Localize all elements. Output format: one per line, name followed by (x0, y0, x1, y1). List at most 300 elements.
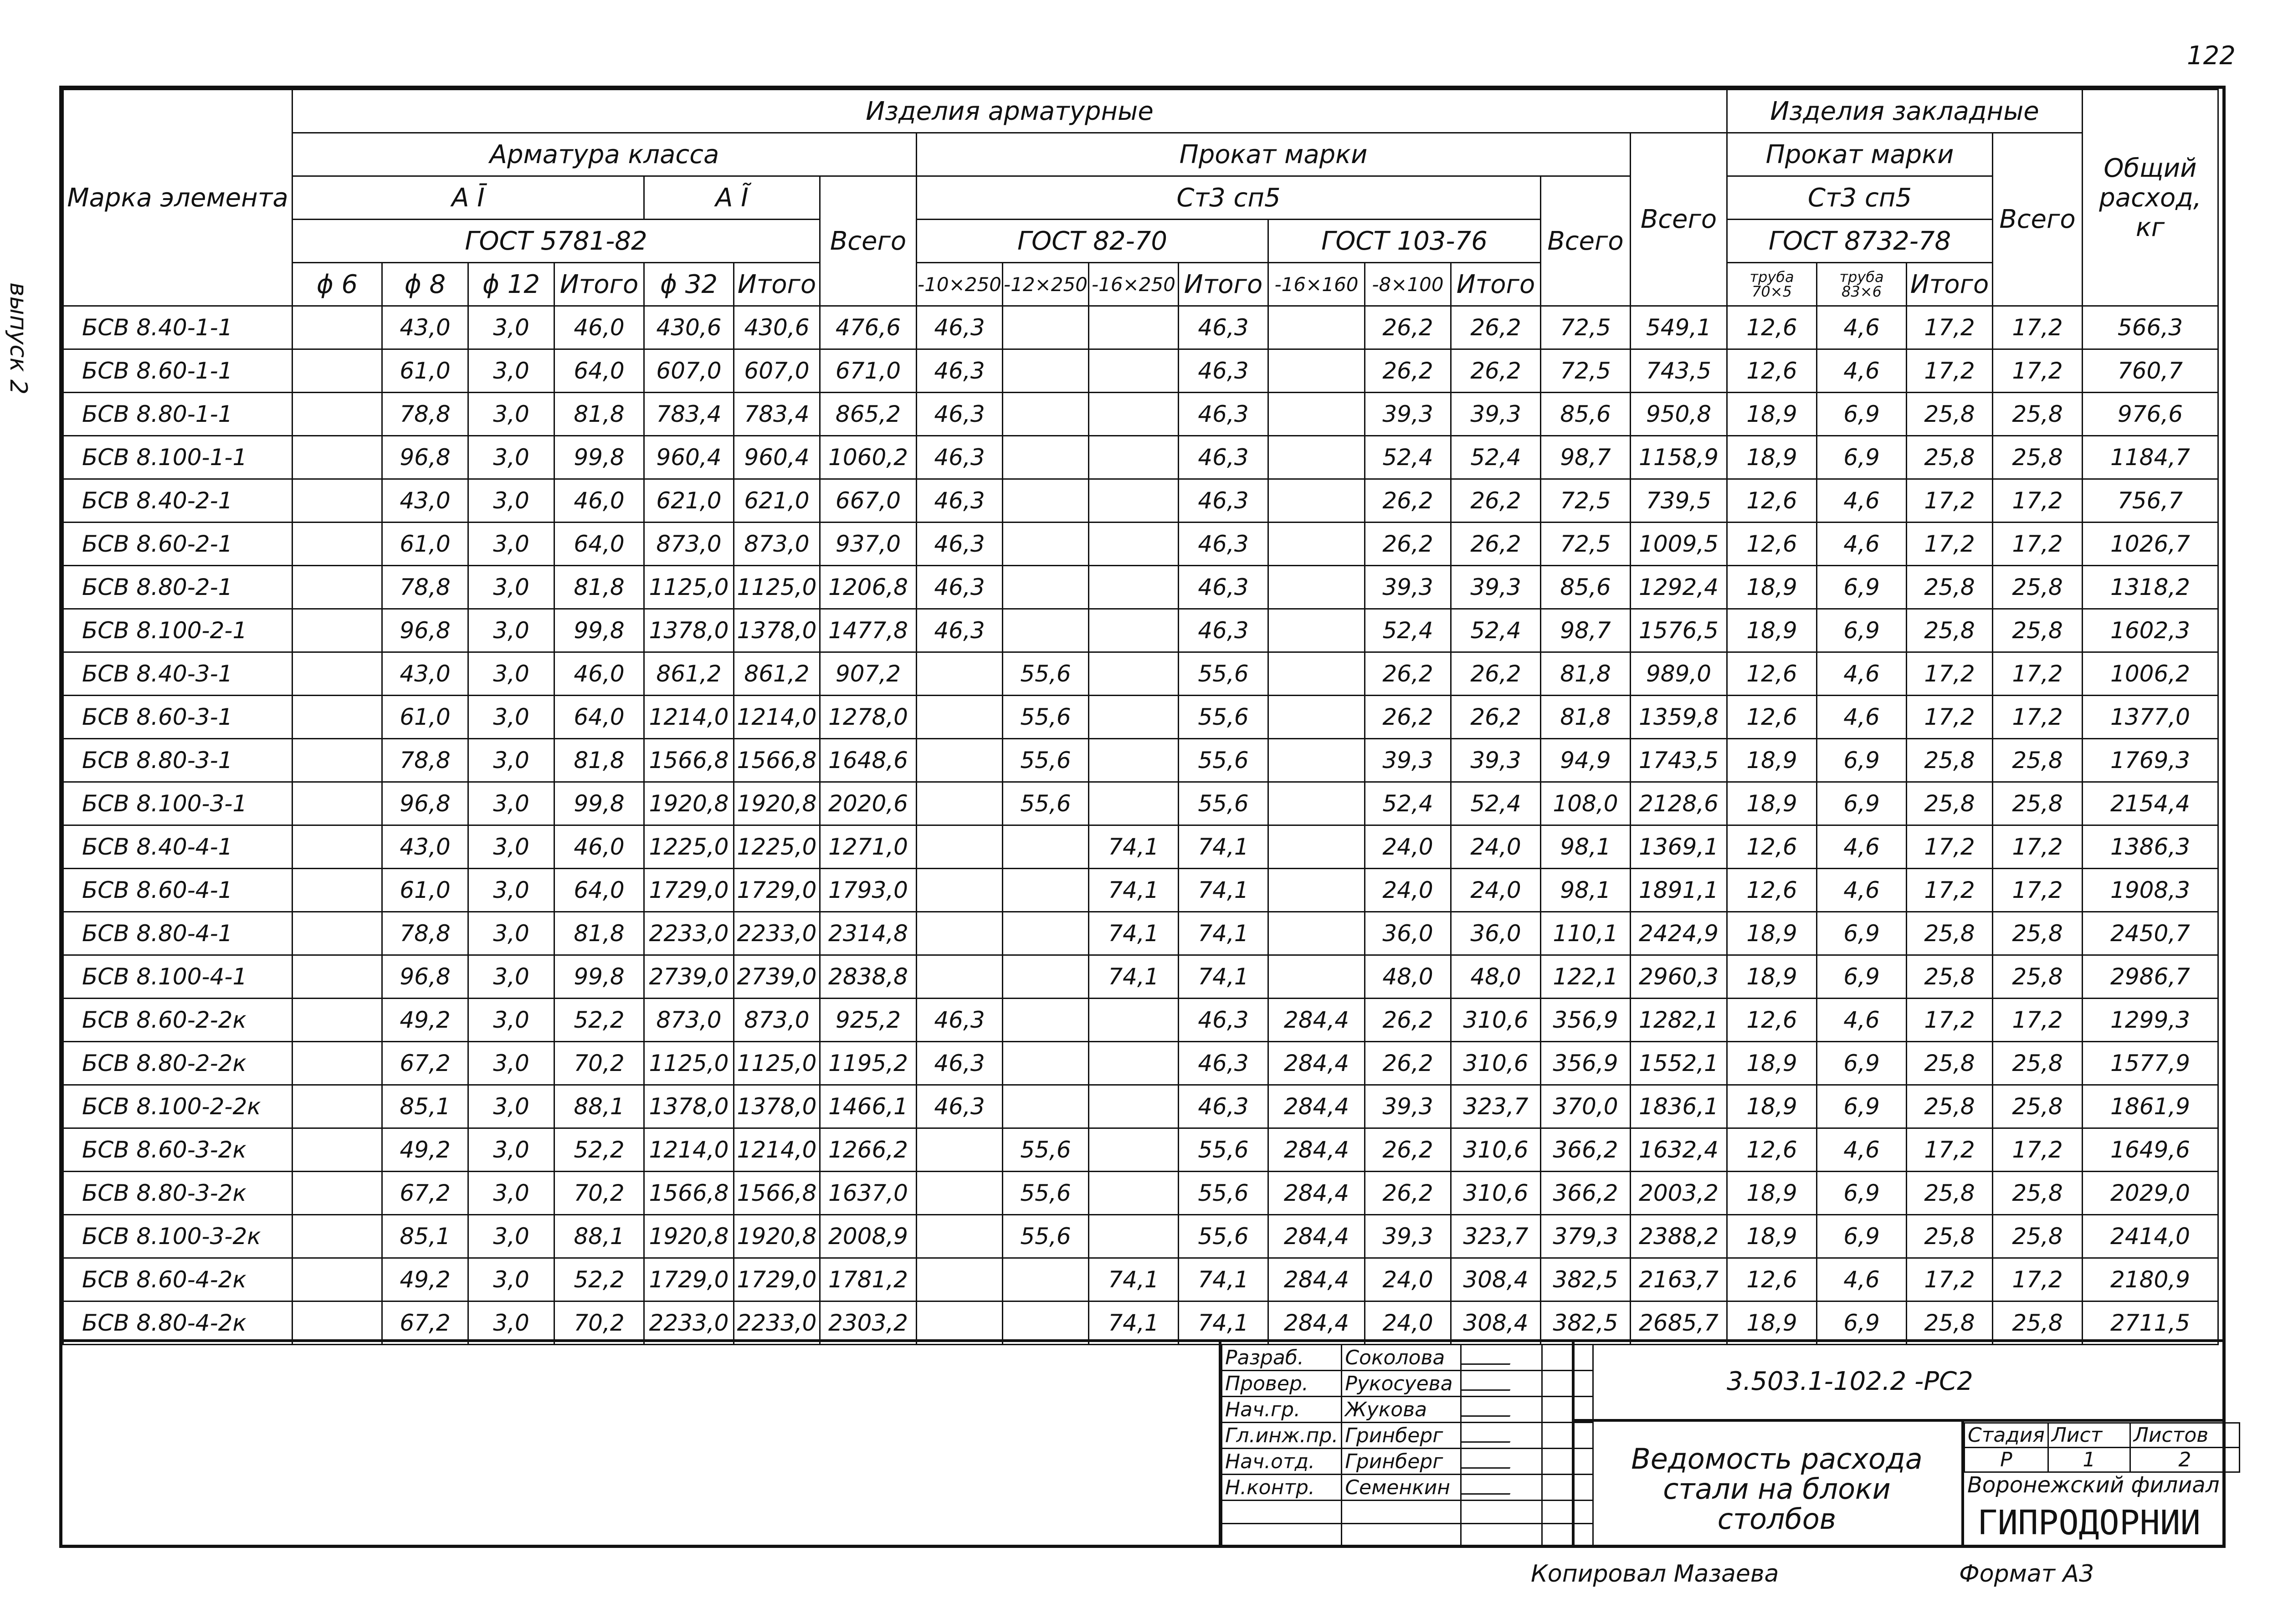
table-cell: 64,0 (554, 349, 644, 393)
table-cell: 960,4 (644, 436, 734, 479)
table-row (63, 696, 2218, 739)
table-cell: 72,5 (1541, 306, 1631, 349)
table-cell: 46,0 (554, 652, 644, 696)
table-cell (292, 609, 382, 652)
table-cell: 356,9 (1541, 999, 1631, 1042)
table-cell: 46,3 (917, 393, 1003, 436)
table-cell (1003, 1085, 1089, 1128)
table-cell: 2685,7 (1631, 1301, 1727, 1345)
table-cell: 667,0 (820, 479, 917, 523)
table-cell: 1377,0 (2083, 696, 2218, 739)
table-cell: 12,6 (1727, 306, 1817, 349)
table-cell: 1566,8 (734, 739, 820, 782)
table-cell: 26,2 (1451, 479, 1541, 523)
table-cell: 26,2 (1451, 306, 1541, 349)
table-cell: 46,3 (1179, 566, 1268, 609)
table-cell: 6,9 (1817, 955, 1907, 999)
table-cell: 1729,0 (644, 869, 734, 912)
role-label: Разраб. (1222, 1345, 1342, 1371)
table-cell: 18,9 (1727, 1042, 1817, 1085)
table-cell: 1125,0 (734, 566, 820, 609)
row-mark: БСВ 8.60-4-1 (63, 869, 292, 912)
table-row (63, 609, 2218, 652)
table-cell: 3,0 (468, 566, 554, 609)
table-cell (1003, 999, 1089, 1042)
table-cell (917, 1301, 1003, 1345)
table-row (63, 306, 2218, 349)
table-cell: 17,2 (1993, 523, 2083, 566)
table-cell: 1920,8 (734, 782, 820, 825)
table-cell: 989,0 (1631, 652, 1727, 696)
table-cell (1268, 652, 1365, 696)
table-cell: 46,3 (917, 609, 1003, 652)
table-cell (1268, 566, 1365, 609)
table-cell: 67,2 (382, 1301, 468, 1345)
table-cell: 25,8 (1907, 1085, 1993, 1128)
table-cell: 26,2 (1365, 696, 1451, 739)
table-cell: 72,5 (1541, 349, 1631, 393)
table-cell: 1225,0 (734, 825, 820, 869)
table-cell: 937,0 (820, 523, 917, 566)
table-cell (292, 393, 382, 436)
subheader-cell: Итого (1907, 263, 1993, 306)
table-cell: 24,0 (1365, 869, 1451, 912)
table-cell: 284,4 (1268, 1128, 1365, 1172)
table-cell: 49,2 (382, 999, 468, 1042)
table-cell (1268, 523, 1365, 566)
row-mark: БСВ 8.100-2-2к (63, 1085, 292, 1128)
table-cell: 96,8 (382, 609, 468, 652)
table-cell: 3,0 (468, 999, 554, 1042)
subheader-cell: Итого (734, 263, 820, 306)
table-row (63, 393, 2218, 436)
table-cell: 2388,2 (1631, 1215, 1727, 1258)
table-cell: 6,9 (1817, 609, 1907, 652)
table-cell (1089, 609, 1179, 652)
table-row (63, 999, 2218, 1042)
table-row (63, 1258, 2218, 1301)
table-cell: 17,2 (1907, 999, 1993, 1042)
table-cell: 36,0 (1451, 912, 1541, 955)
table-cell (1089, 999, 1179, 1042)
table-cell: 46,3 (917, 566, 1003, 609)
table-cell: 2233,0 (734, 1301, 820, 1345)
table-cell: 1920,8 (644, 782, 734, 825)
table-cell (292, 955, 382, 999)
date-cell (1542, 1423, 1593, 1449)
table-cell: 2180,9 (2083, 1258, 2218, 1301)
table-cell: 6,9 (1817, 393, 1907, 436)
table-cell: 39,3 (1365, 393, 1451, 436)
table-cell: 46,0 (554, 479, 644, 523)
table-cell: 1729,0 (734, 869, 820, 912)
table-cell: 4,6 (1817, 869, 1907, 912)
table-cell: 3,0 (468, 349, 554, 393)
title-block-top-line (62, 1339, 2226, 1342)
table-cell (292, 696, 382, 739)
subheader-cell: Итого (1451, 263, 1541, 306)
table-cell: 25,8 (1907, 955, 1993, 999)
table-cell: 39,3 (1365, 739, 1451, 782)
table-cell: 382,5 (1541, 1258, 1631, 1301)
table-cell (917, 912, 1003, 955)
table-cell: 26,2 (1365, 652, 1451, 696)
empty-cell (1222, 1524, 1342, 1547)
table-cell: 17,2 (1993, 306, 2083, 349)
table-cell (292, 349, 382, 393)
table-row (63, 1301, 2218, 1345)
table-cell: 4,6 (1817, 652, 1907, 696)
table-cell: 78,8 (382, 566, 468, 609)
table-cell: 2008,9 (820, 1215, 917, 1258)
table-cell: 18,9 (1727, 782, 1817, 825)
table-cell: 3,0 (468, 825, 554, 869)
table-cell: 960,4 (734, 436, 820, 479)
table-cell: 382,5 (1541, 1301, 1631, 1345)
table-cell: 284,4 (1268, 1172, 1365, 1215)
table-cell: 17,2 (1993, 825, 2083, 869)
table-cell: 1282,1 (1631, 999, 1727, 1042)
table-cell: 2838,8 (820, 955, 917, 999)
table-row (63, 912, 2218, 955)
table-cell: 52,2 (554, 999, 644, 1042)
table-cell: 6,9 (1817, 1301, 1907, 1345)
table-cell: 55,6 (1003, 1172, 1089, 1215)
table-cell: 366,2 (1541, 1128, 1631, 1172)
table-cell: 310,6 (1451, 1042, 1541, 1085)
table-cell: 621,0 (644, 479, 734, 523)
person-name: Соколова (1342, 1345, 1461, 1371)
table-cell: 760,7 (2083, 349, 2218, 393)
table-cell: 3,0 (468, 1172, 554, 1215)
table-cell (1268, 696, 1365, 739)
person-name: Гринберг (1342, 1423, 1461, 1449)
table-cell: 873,0 (734, 999, 820, 1042)
table-cell: 3,0 (468, 393, 554, 436)
table-cell: 55,6 (1179, 1215, 1268, 1258)
table-cell: 1292,4 (1631, 566, 1727, 609)
signature-mark (1461, 1449, 1519, 1469)
table-cell (292, 1215, 382, 1258)
table-cell: 52,4 (1365, 782, 1451, 825)
org-name: ГИПРОДОРНИИ (1977, 1503, 2201, 1542)
signature-row (1222, 1449, 1593, 1475)
table-cell: 2233,0 (734, 912, 820, 955)
table-cell (292, 436, 382, 479)
table-cell: 52,4 (1451, 609, 1541, 652)
empty-cell (1542, 1524, 1593, 1547)
table-cell: 72,5 (1541, 479, 1631, 523)
table-cell: 607,0 (644, 349, 734, 393)
table-cell: 25,8 (1993, 566, 2083, 609)
embedded-total-header: Всего (1993, 133, 2083, 306)
table-cell: 46,3 (1179, 479, 1268, 523)
table-cell (917, 1258, 1003, 1301)
table-cell: 3,0 (468, 479, 554, 523)
table-cell: 2128,6 (1631, 782, 1727, 825)
table-cell (1089, 1042, 1179, 1085)
signature-cell (1461, 1449, 1542, 1475)
table-cell: 566,3 (2083, 306, 2218, 349)
row-mark: БСВ 8.60-3-2к (63, 1128, 292, 1172)
table-cell: 25,8 (1907, 393, 1993, 436)
table-cell: 88,1 (554, 1215, 644, 1258)
table-cell (292, 912, 382, 955)
table-cell: 96,8 (382, 955, 468, 999)
table-cell: 85,1 (382, 1085, 468, 1128)
table-cell (1268, 955, 1365, 999)
table-cell: 1729,0 (644, 1258, 734, 1301)
table-cell: 81,8 (554, 566, 644, 609)
table-cell: 52,2 (554, 1258, 644, 1301)
table-cell: 64,0 (554, 696, 644, 739)
table-cell: 85,1 (382, 1215, 468, 1258)
table-cell: 17,2 (1907, 825, 1993, 869)
table-cell: 3,0 (468, 436, 554, 479)
table-cell (1089, 739, 1179, 782)
table-cell (1003, 479, 1089, 523)
table-cell (917, 1172, 1003, 1215)
table-cell: 25,8 (1993, 436, 2083, 479)
table-cell: 284,4 (1268, 1258, 1365, 1301)
table-cell: 18,9 (1727, 1172, 1817, 1215)
table-cell: 99,8 (554, 955, 644, 999)
table-cell: 284,4 (1268, 999, 1365, 1042)
table-row (63, 436, 2218, 479)
table-cell: 873,0 (644, 523, 734, 566)
table-cell (1268, 306, 1365, 349)
table-cell: 17,2 (1993, 869, 2083, 912)
class-a2-header: А Ĩ (644, 176, 820, 220)
table-cell (1003, 609, 1089, 652)
table-cell (292, 825, 382, 869)
table-cell: 1781,2 (820, 1258, 917, 1301)
row-mark: БСВ 8.60-1-1 (63, 349, 292, 393)
table-cell (292, 566, 382, 609)
signature-row-empty (1222, 1524, 1593, 1547)
table-cell: 81,8 (554, 393, 644, 436)
table-cell: 70,2 (554, 1172, 644, 1215)
role-label: Нач.гр. (1222, 1397, 1342, 1423)
table-cell: 1908,3 (2083, 869, 2218, 912)
table-cell: 1477,8 (820, 609, 917, 652)
row-mark: БСВ 8.80-3-1 (63, 739, 292, 782)
col-mark-header: Марка элемента (63, 90, 292, 306)
table-cell: 925,2 (820, 999, 917, 1042)
table-cell: 4,6 (1817, 999, 1907, 1042)
table-cell: 98,7 (1541, 609, 1631, 652)
table-cell: 99,8 (554, 436, 644, 479)
table-cell: 6,9 (1817, 1042, 1907, 1085)
subheader-cell: -12×250 (1003, 263, 1089, 306)
table-cell: 1214,0 (644, 1128, 734, 1172)
table-cell: 61,0 (382, 869, 468, 912)
table-cell (1268, 739, 1365, 782)
sheets-value: 2 (2130, 1448, 2239, 1472)
table-cell (292, 739, 382, 782)
table-cell: 17,2 (1907, 1258, 1993, 1301)
table-cell: 48,0 (1451, 955, 1541, 999)
table-cell (1003, 869, 1089, 912)
table-cell: 85,6 (1541, 566, 1631, 609)
table-cell: 25,8 (1993, 609, 2083, 652)
table-cell: 6,9 (1817, 782, 1907, 825)
table-cell (292, 1128, 382, 1172)
table-cell: 1649,6 (2083, 1128, 2218, 1172)
table-cell: 17,2 (1907, 349, 1993, 393)
table-cell: 430,6 (644, 306, 734, 349)
rebar-class-header: Арматура класса (292, 133, 917, 176)
table-cell: 861,2 (734, 652, 820, 696)
table-cell: 2029,0 (2083, 1172, 2218, 1215)
row-mark: БСВ 8.100-3-2к (63, 1215, 292, 1258)
table-cell: 26,2 (1365, 523, 1451, 566)
table-cell: 3,0 (468, 609, 554, 652)
table-cell: 12,6 (1727, 869, 1817, 912)
table-cell: 1637,0 (820, 1172, 917, 1215)
table-cell: 907,2 (820, 652, 917, 696)
table-cell (1003, 955, 1089, 999)
table-cell: 26,2 (1451, 523, 1541, 566)
format-label: Формат А3 (1959, 1560, 2094, 1588)
table-cell (1003, 349, 1089, 393)
table-cell: 55,6 (1003, 652, 1089, 696)
table-cell: 4,6 (1817, 825, 1907, 869)
table-cell: 26,2 (1451, 349, 1541, 393)
table-cell: 17,2 (1993, 696, 2083, 739)
signature-row (1222, 1397, 1593, 1423)
table-cell: 310,6 (1451, 1128, 1541, 1172)
table-row (63, 1128, 2218, 1172)
table-cell: 17,2 (1907, 306, 1993, 349)
table-cell: 74,1 (1179, 825, 1268, 869)
table-cell: 4,6 (1817, 1258, 1907, 1301)
table-cell: 17,2 (1993, 1258, 2083, 1301)
gost-103-header: ГОСТ 103-76 (1268, 220, 1541, 263)
table-cell: 26,2 (1365, 1172, 1451, 1215)
signature-cell (1461, 1475, 1542, 1501)
table-cell: 12,6 (1727, 1128, 1817, 1172)
table-cell: 46,3 (1179, 306, 1268, 349)
row-mark: БСВ 8.80-4-2к (63, 1301, 292, 1345)
table-cell: 18,9 (1727, 436, 1817, 479)
org-branch: Воронежский филиал (1967, 1472, 2220, 1498)
table-cell: 46,3 (917, 1085, 1003, 1128)
table-cell (1003, 825, 1089, 869)
table-cell: 1743,5 (1631, 739, 1727, 782)
table-cell: 52,4 (1451, 782, 1541, 825)
table-cell (292, 1085, 382, 1128)
table-cell: 1729,0 (734, 1258, 820, 1301)
table-cell: 25,8 (1993, 393, 2083, 436)
table-cell: 46,3 (1179, 1085, 1268, 1128)
table-cell (1268, 825, 1365, 869)
table-row (63, 825, 2218, 869)
signature-cell (1461, 1345, 1542, 1371)
table-cell: 17,2 (1907, 523, 1993, 566)
table-row (63, 955, 2218, 999)
table-cell: 55,6 (1179, 652, 1268, 696)
signature-mark (1461, 1397, 1519, 1417)
table-cell (1089, 652, 1179, 696)
total-all-header: Всего (1631, 133, 1727, 306)
table-cell: 36,0 (1365, 912, 1451, 955)
row-mark: БСВ 8.60-3-1 (63, 696, 292, 739)
table-cell: 94,9 (1541, 739, 1631, 782)
table-cell: 25,8 (1993, 1042, 2083, 1085)
table-row (63, 349, 2218, 393)
table-cell: 2020,6 (820, 782, 917, 825)
table-cell: 46,3 (917, 1042, 1003, 1085)
table-cell: 6,9 (1817, 912, 1907, 955)
table-cell: 67,2 (382, 1172, 468, 1215)
table-cell: 74,1 (1089, 1301, 1179, 1345)
table-cell: 607,0 (734, 349, 820, 393)
table-cell (292, 523, 382, 566)
table-cell: 1158,9 (1631, 436, 1727, 479)
general-consumption-header: Общий расход, кг (2083, 90, 2218, 306)
table-cell: 6,9 (1817, 566, 1907, 609)
table-row (63, 739, 2218, 782)
signature-mark (1461, 1475, 1519, 1495)
role-label: Провер. (1222, 1371, 1342, 1397)
empty-cell (1542, 1501, 1593, 1524)
table-cell: 49,2 (382, 1258, 468, 1301)
table-cell: 61,0 (382, 696, 468, 739)
table-cell: 46,3 (1179, 436, 1268, 479)
table-cell: 17,2 (1993, 1128, 2083, 1172)
person-name: Жукова (1342, 1397, 1461, 1423)
table-cell: 64,0 (554, 523, 644, 566)
table-cell (292, 652, 382, 696)
title-block-vline-left (1219, 1339, 1221, 1548)
row-mark: БСВ 8.40-1-1 (63, 306, 292, 349)
signature-row (1222, 1345, 1593, 1371)
table-cell: 39,3 (1365, 1085, 1451, 1128)
table-cell: 26,2 (1365, 479, 1451, 523)
table-cell: 2154,4 (2083, 782, 2218, 825)
table-cell: 74,1 (1179, 1258, 1268, 1301)
table-cell: 370,0 (1541, 1085, 1631, 1128)
table-cell: 46,3 (917, 479, 1003, 523)
table-cell: 3,0 (468, 955, 554, 999)
signature-mark (1461, 1371, 1519, 1391)
table-cell: 17,2 (1907, 479, 1993, 523)
row-mark: БСВ 8.100-2-1 (63, 609, 292, 652)
table-cell (917, 825, 1003, 869)
row-mark: БСВ 8.60-2-2к (63, 999, 292, 1042)
row-mark: БСВ 8.40-2-1 (63, 479, 292, 523)
table-cell: 2003,2 (1631, 1172, 1727, 1215)
table-cell: 1566,8 (734, 1172, 820, 1215)
table-cell (1003, 912, 1089, 955)
table-cell (917, 869, 1003, 912)
table-cell: 1125,0 (644, 1042, 734, 1085)
table-cell: 78,8 (382, 393, 468, 436)
table-cell: 67,2 (382, 1042, 468, 1085)
person-name: Семенкин (1342, 1475, 1461, 1501)
table-cell: 61,0 (382, 349, 468, 393)
subheader-cell: труба 70×5 (1727, 263, 1817, 306)
table-cell: 55,6 (1003, 1215, 1089, 1258)
table-cell (292, 479, 382, 523)
table-cell: 1214,0 (734, 696, 820, 739)
role-label: Гл.инж.пр. (1222, 1423, 1342, 1449)
table-cell: 756,7 (2083, 479, 2218, 523)
table-cell (917, 782, 1003, 825)
table-cell (1003, 306, 1089, 349)
st3sp5-header: Ст3 сп5 (917, 176, 1541, 220)
